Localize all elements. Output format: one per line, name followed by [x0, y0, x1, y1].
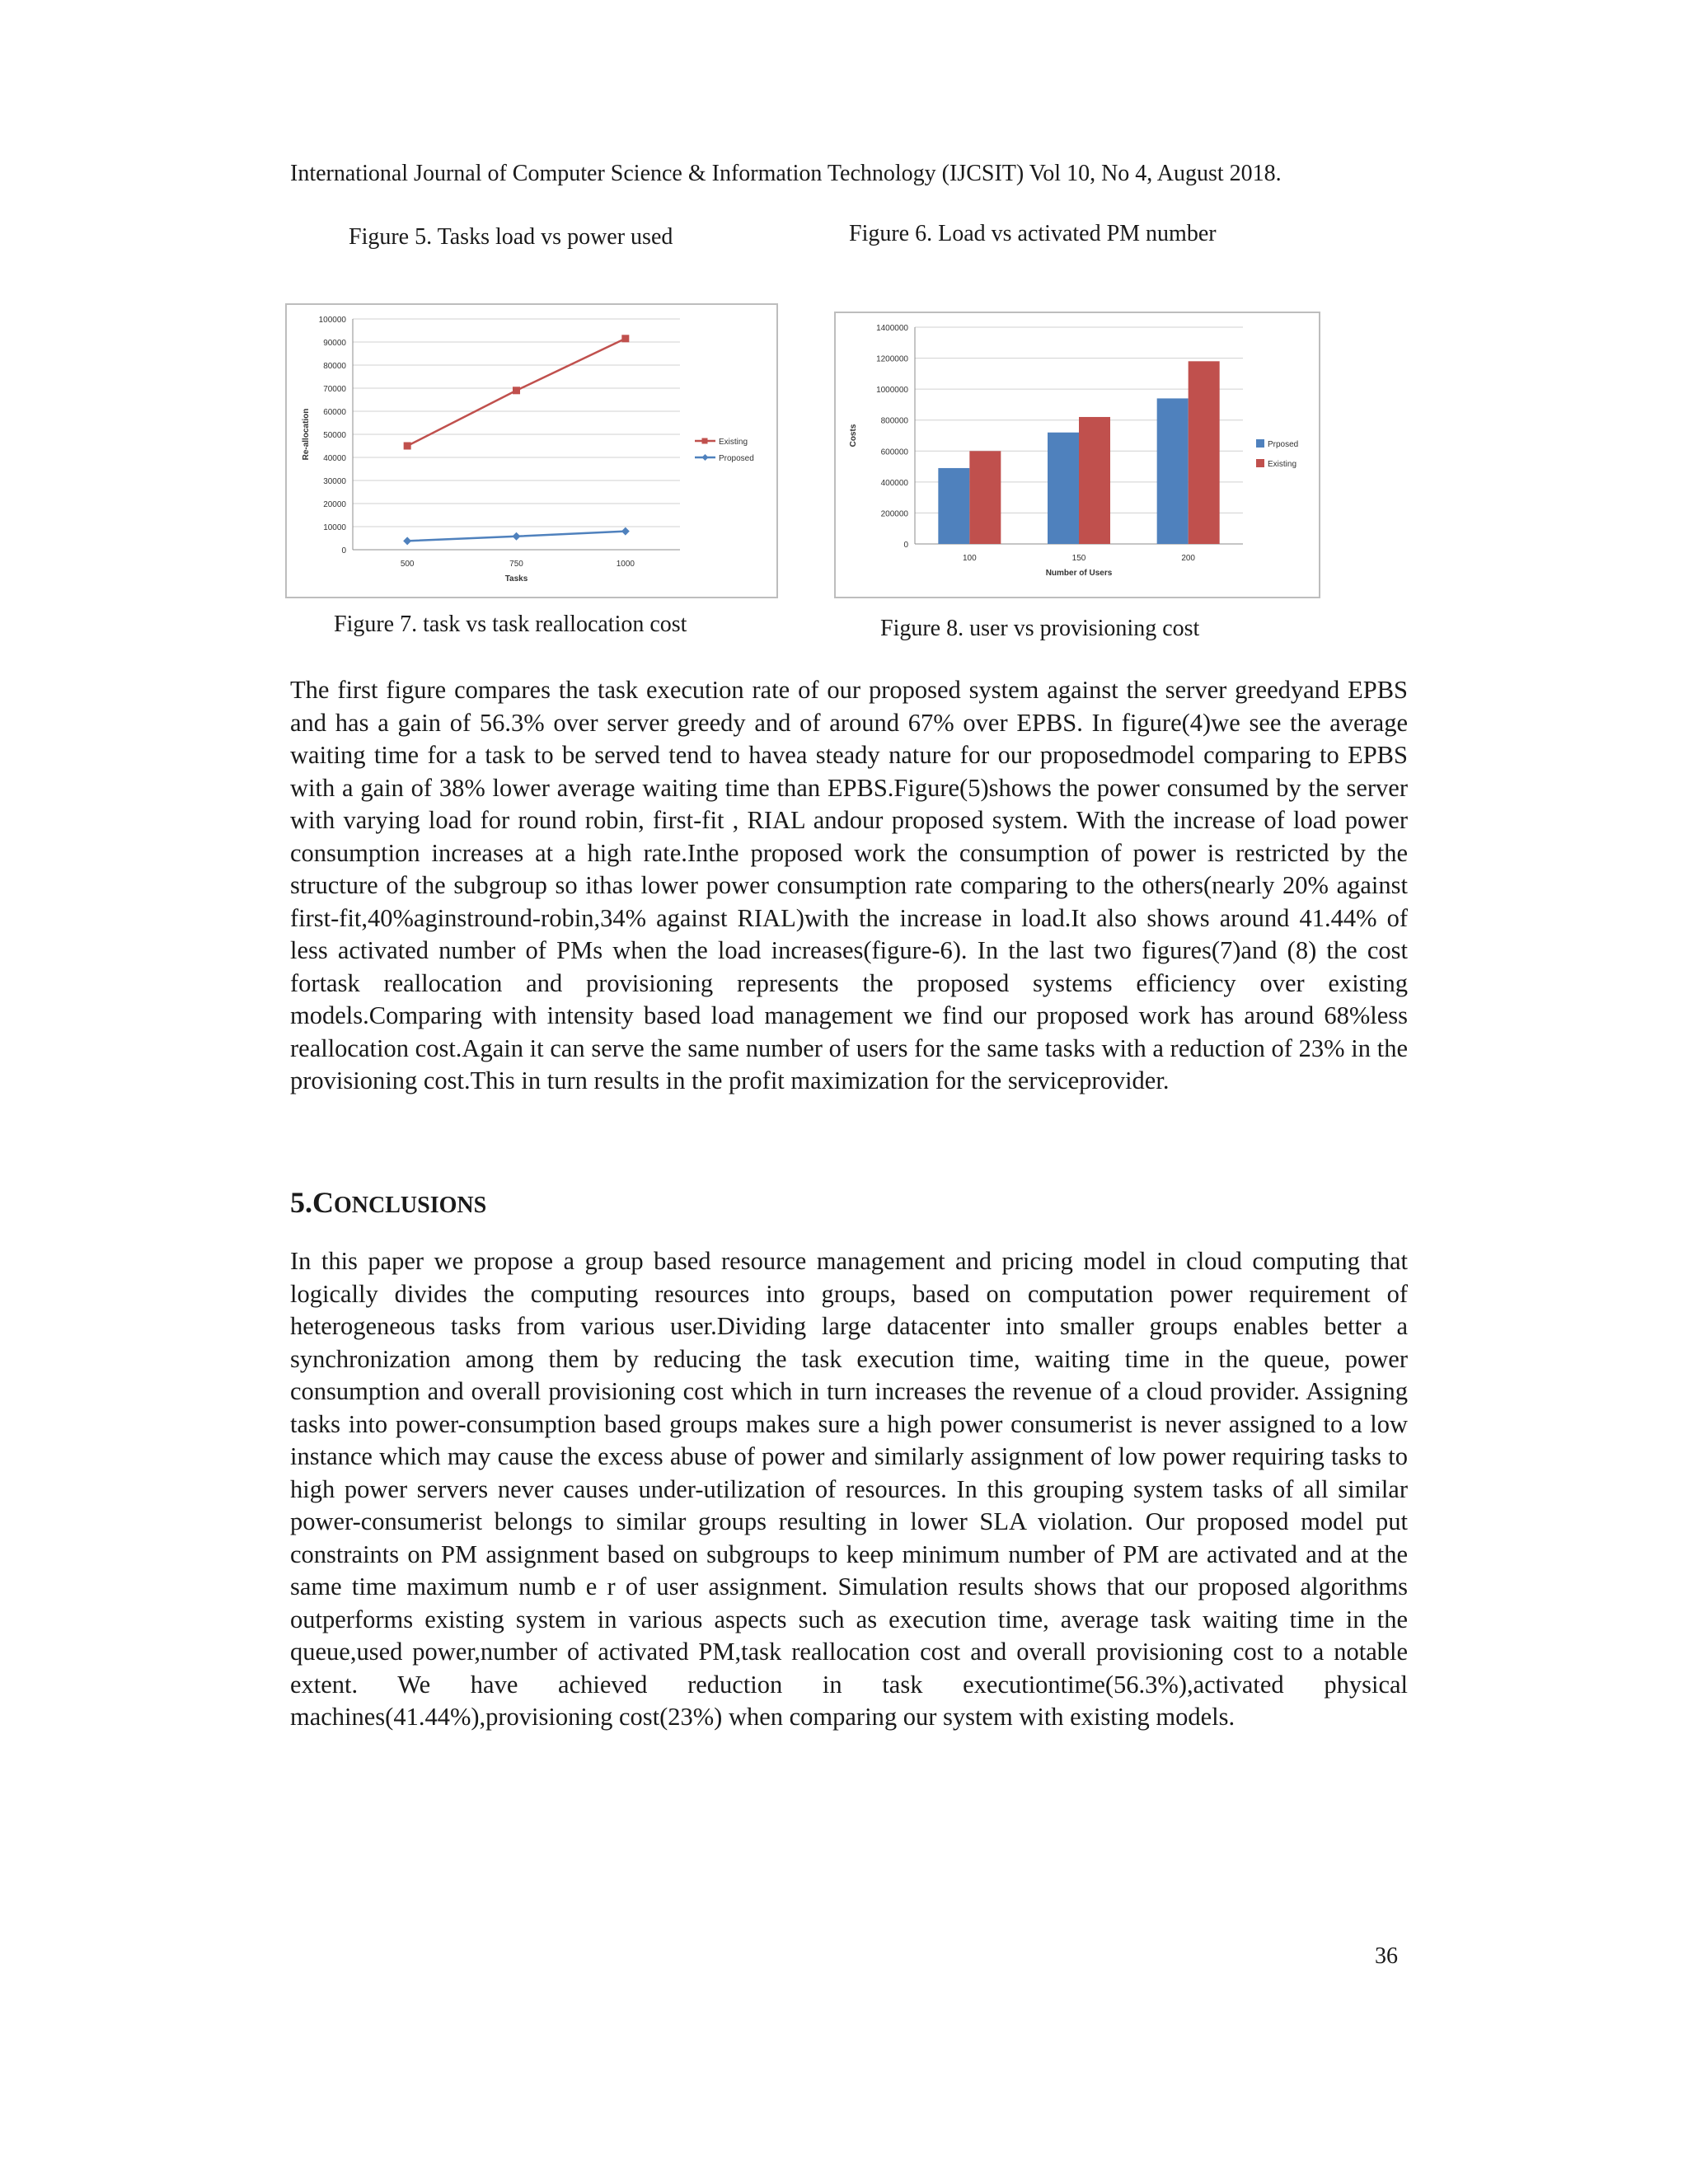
y-tick-label: 1400000: [876, 324, 908, 333]
data-point-proposed: [403, 537, 411, 545]
x-tick-label: 200: [1181, 554, 1196, 563]
y-tick-label: 60000: [323, 408, 346, 417]
bar-existing: [1189, 361, 1220, 544]
x-tick-label: 1000: [616, 560, 635, 569]
bar-prposed: [1157, 398, 1189, 544]
conclusions-paragraph: In this paper we propose a group based resource management and pricing model in cloud computing that logically divides the computing resources into groups, based on computation power requirement of heterogeneous tasks from various user.Dividing large datacenter into smaller groups enables better a synchronization among them by reducing the task execution time, waiting time in the queue, power consumption and overall provisioning cost which in turn increases the revenue of a cloud provider. Assigning tasks into power-consumption based groups makes sure a high power consumerist is never assigned to a low instance which may cause the excess abuse of power and similarly assignment of low power requiring tasks to high power servers never causes under-utilization of resources. In this grouping system tasks of all similar power-consumerist belongs to similar groups resulting in lower SLA violation. Our proposed model put constraints on PM assignment based on subgroups to keep minimum number of PM are activated and at the same time maximum numb e r of user assignment. Simulation results shows that our proposed algorithms outperforms existing system in various aspects such as execution time, average task waiting time in the queue,used power,number of activated PM,task reallocation cost and overall provisioning cost to a notable extent. We have achieved reduction in task executiontime(56.3%),activated physical machines(41.44%),provisioning cost(23%) when comparing our system with existing models.: [290, 1247, 1408, 1731]
figure-7-caption: Figure 7. task vs task reallocation cost: [334, 612, 687, 637]
x-axis-title: Tasks: [504, 574, 528, 583]
x-tick-label: 100: [962, 554, 977, 563]
y-tick-label: 40000: [323, 454, 346, 463]
x-tick-label: 750: [509, 560, 523, 569]
bar-prposed: [1048, 433, 1079, 544]
y-tick-label: 50000: [323, 431, 346, 440]
legend-swatch-prposed: [1256, 439, 1264, 448]
figure-8-caption: Figure 8. user vs provisioning cost: [880, 616, 1200, 641]
data-point-existing: [513, 387, 520, 394]
journal-header: International Journal of Computer Science & Information Technology (IJCSIT) Vol 10, No 4, August 2018.: [290, 161, 1282, 186]
section-heading-conclusions: 5.CONCLUSIONS: [290, 1186, 487, 1219]
data-point-proposed: [513, 532, 521, 541]
reallocation-line-chart: [287, 305, 776, 597]
y-tick-label: 1200000: [876, 354, 908, 364]
y-tick-label: 0: [903, 541, 908, 550]
data-point-existing: [404, 443, 411, 450]
y-tick-label: 20000: [323, 500, 346, 509]
legend-label-prposed: Prposed: [1268, 440, 1299, 449]
figure-7-chart: [285, 303, 778, 598]
bar-existing: [969, 451, 1001, 544]
legend-marker-existing: [702, 438, 708, 444]
results-paragraph: The first figure compares the task execution rate of our proposed system against the server greedyand EPBS and has a gain of 56.3% over server greedy and of around 67% over EPBS. In figure(4)we see the average waiting time for a task to be served tend to havea steady nature for our proposedmodel comparing to EPBS with a gain of 38% lower average waiting time than EPBS.Figure(5)shows the power consumed by the server with varying load for round robin, first-fit , RIAL andour proposed system. With the increase of load power consumption increases at a high rate.Inthe proposed work the consumption of power is restricted by the structure of the subgroup so ithas lower power consumption rate comparing to the others(nearly 20% against first-fit,40%aginstround-robin,34% against RIAL)with the increase in load.It also shows around 41.44% of less activated number of PMs when the load increases(figure-6). In the last two figures(7)and (8) the cost fortask reallocation and provisioning represents the proposed systems efficiency over existing models.Comparing with intensity based load management we find our proposed work has around 68%less reallocation cost.Again it can serve the same number of users for the same tasks with a reduction of 23% in the provisioning cost.This in turn results in the profit maximization for the serviceprovider.: [290, 676, 1408, 1094]
figure-8-chart: [834, 312, 1320, 598]
figure-6-caption: Figure 6. Load vs activated PM number: [849, 221, 1217, 246]
x-axis-title: Number of Users: [1045, 569, 1113, 578]
y-axis-title: Re-allocation: [302, 408, 311, 461]
y-tick-label: 30000: [323, 477, 346, 486]
y-tick-label: 1000000: [876, 386, 908, 396]
y-tick-label: 200000: [880, 509, 908, 519]
data-point-proposed: [621, 527, 630, 536]
y-tick-label: 0: [341, 546, 346, 555]
legend-marker-proposed: [702, 454, 709, 461]
y-tick-label: 800000: [880, 416, 908, 426]
y-tick-label: 100000: [318, 316, 346, 325]
figure-5-caption: Figure 5. Tasks load vs power used: [349, 224, 673, 250]
x-tick-label: 500: [400, 560, 415, 569]
y-tick-label: 90000: [323, 339, 346, 348]
provisioning-bar-chart: [836, 313, 1319, 597]
y-tick-label: 400000: [880, 478, 908, 488]
legend-label-existing: Existing: [1268, 460, 1297, 469]
data-point-existing: [621, 335, 629, 342]
legend-label-existing: Existing: [719, 438, 748, 447]
y-tick-label: 10000: [323, 523, 346, 532]
legend-label-proposed: Proposed: [719, 454, 754, 463]
legend-swatch-existing: [1256, 459, 1264, 467]
page-number: 36: [1375, 1943, 1398, 1969]
bar-prposed: [938, 468, 969, 544]
y-tick-label: 70000: [323, 385, 346, 394]
x-tick-label: 150: [1071, 554, 1086, 563]
y-axis-title: Costs: [849, 424, 858, 448]
y-tick-label: 80000: [323, 362, 346, 371]
bar-existing: [1079, 417, 1110, 544]
y-tick-label: 600000: [880, 448, 908, 457]
